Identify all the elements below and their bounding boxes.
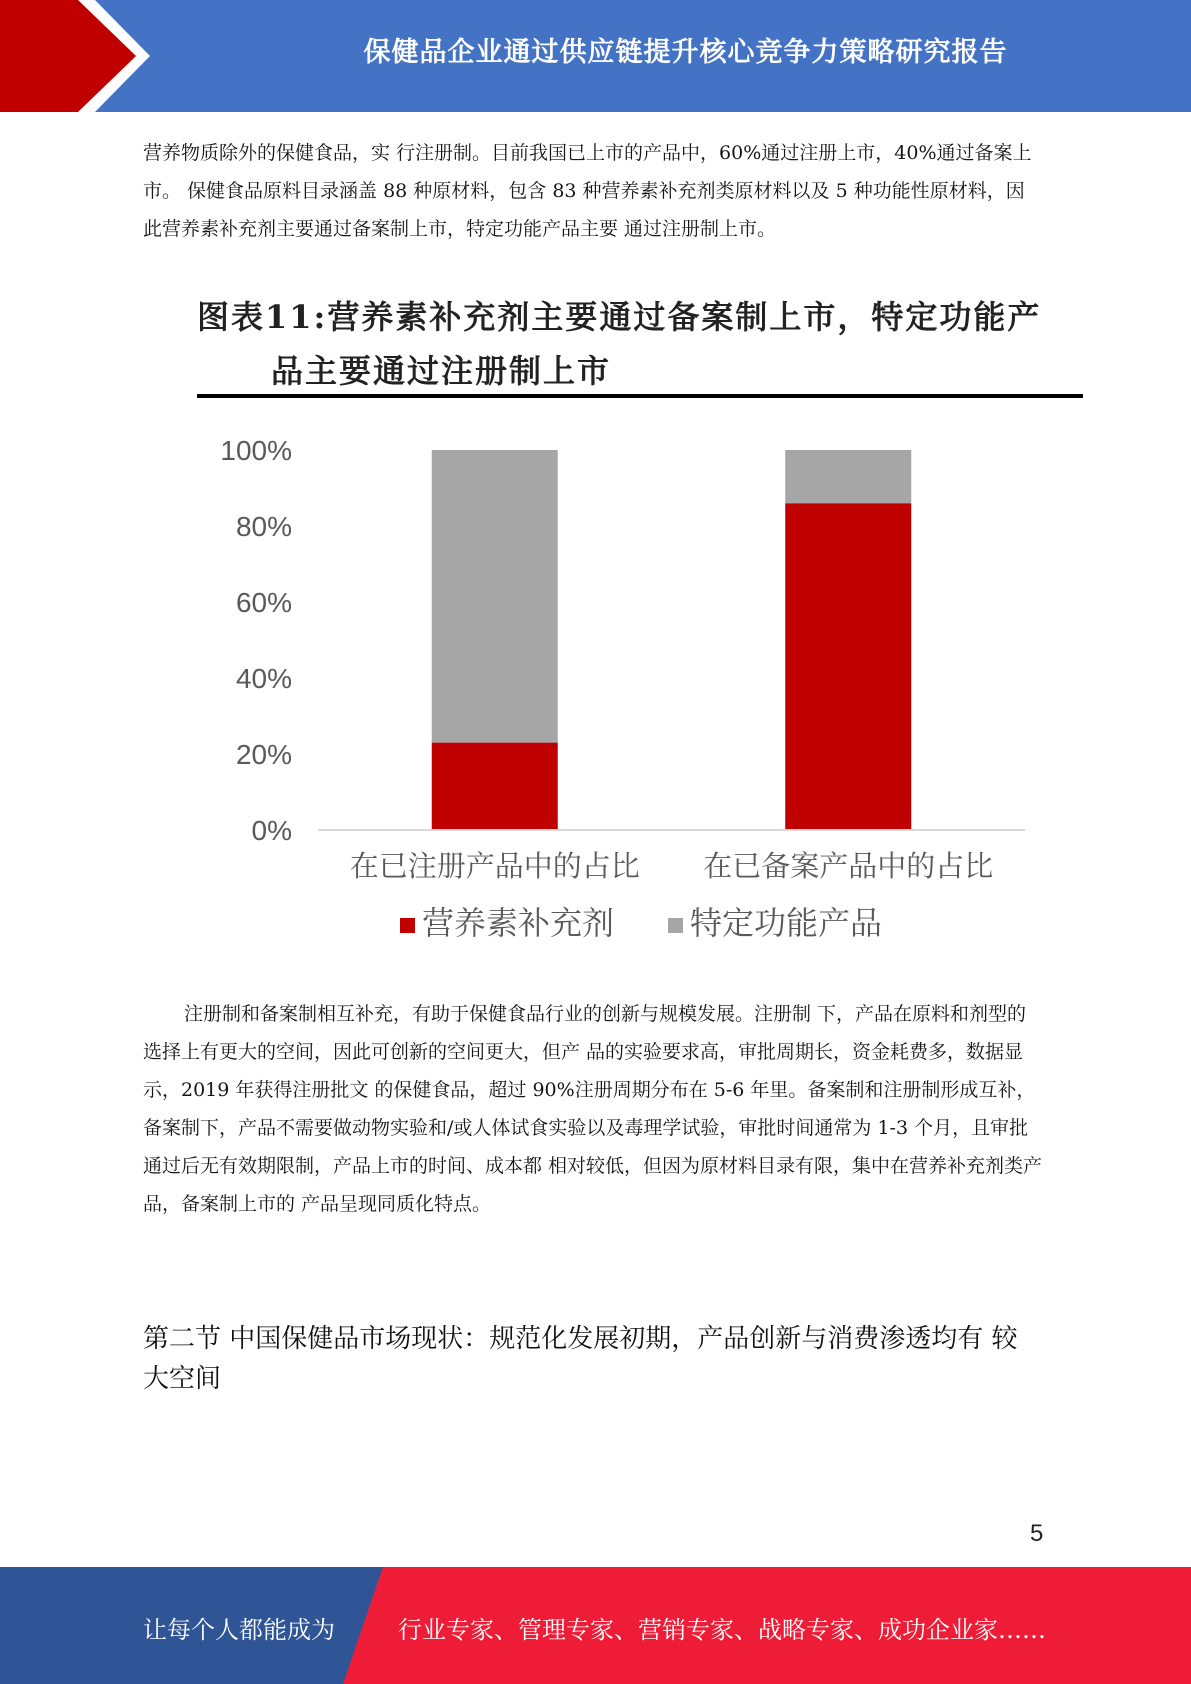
x-category-label: 在已注册产品中的占比 (349, 849, 640, 883)
bar-segment-series-1 (432, 743, 558, 830)
header-title: 保健品企业通过供应链提升核心竞争力策略研究报告 (363, 37, 1008, 68)
chart-title-rule (197, 394, 1083, 398)
bar-segment-series-1 (785, 503, 911, 830)
y-tick-label: 100% (220, 435, 292, 466)
bar-segment-series-2 (432, 450, 558, 743)
y-tick-label: 80% (235, 511, 292, 542)
legend-label: 营养素补充剂 (422, 904, 615, 942)
body-paragraph-2: 注册制和备案制相互补充，有助于保健食品行业的创新与规模发展。注册制 下，产品在原料和剂型的选择上有更大的空间，因此可创新的空间更大，但产 品的实验要求高，审批周期长，资金耗费多，数据显示，2019 年获得注册批文 的保健食品，超过 90%注册周期分布在 5-6 年里。备案制和注册制形成互补， 备案制下，产品不需要做动物实验和/或人体试食实验以及毒理学试验，审批时间通常为 1-3 个月，且审批通过后无有效期限制，产品上市的时间、成本都 相对较低，但因为原材料目录有限，集中在营养补充剂类产品，备案制上市的 产品呈现同质化特点。 (143, 1003, 1043, 1215)
legend-swatch (400, 918, 415, 933)
page-number: 5 (1030, 1520, 1044, 1547)
chart-title-line-2: 品主要通过注册制上市 (271, 352, 612, 390)
stacked-bar-chart (200, 420, 1040, 960)
footer-right-text: 行业专家、管理专家、营销专家、战略专家、成功企业家…… (398, 1616, 1046, 1644)
y-tick-label: 40% (235, 663, 292, 694)
y-tick-label: 20% (235, 739, 292, 770)
section-heading: 第二节 中国保健品市场现状：规范化发展初期，产品创新与消费渗透均有 较大空间 (143, 1324, 1018, 1394)
legend-label: 特定功能产品 (690, 904, 883, 942)
chart-title (197, 290, 1097, 398)
x-category-label: 在已备案产品中的占比 (703, 849, 994, 883)
chart-title-line-1: 图表11:营养素补充剂主要通过备案制上市，特定功能产 (197, 298, 1042, 336)
legend-swatch (668, 918, 683, 933)
body-paragraph-1: 营养物质除外的保健食品，实 行注册制。目前我国已上市的产品中，60%通过注册上市，40%通过备案上市。 保健食品原料目录涵盖 88 种原材料，包含 83 种营养素补充剂类原材料以及 5 种功能性原材料，因此营养素补充剂主要通过备案制上市，特定功能产品主要 通过注册制上市。 (143, 142, 1032, 240)
footer-left-text: 让每个人都能成为 (143, 1616, 335, 1644)
y-tick-label: 60% (235, 587, 292, 618)
y-tick-label: 0% (251, 815, 292, 846)
bar-segment-series-2 (785, 450, 911, 503)
